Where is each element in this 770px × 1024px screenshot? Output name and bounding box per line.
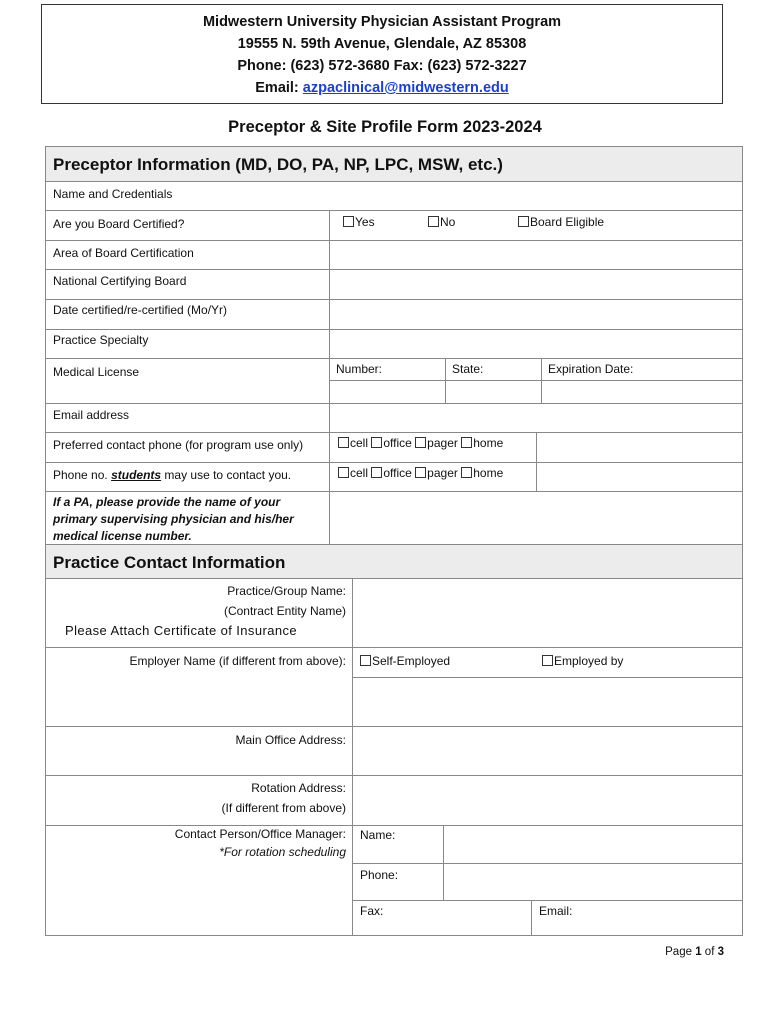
student-phone-label: Phone no. students may use to contact you. (53, 468, 292, 482)
preferred-cell-checkbox[interactable] (338, 437, 349, 448)
preferred-phone-options: cell office pager home (338, 436, 503, 450)
board-area-field[interactable] (330, 241, 742, 268)
license-expiration-field[interactable] (542, 381, 742, 402)
contact-phone-field[interactable] (444, 864, 742, 899)
contact-fax-field[interactable] (353, 918, 530, 935)
board-certified-label: Are you Board Certified? (53, 217, 185, 231)
student-home-checkbox[interactable] (461, 467, 472, 478)
national-board-field[interactable] (330, 270, 742, 298)
national-board-label: National Certifying Board (53, 274, 187, 288)
email-link[interactable]: azpaclinical@midwestern.edu (302, 80, 509, 96)
program-phone-fax: Phone: (623) 572-3680 Fax: (623) 572-3227 (237, 58, 527, 74)
pa-supervisor-field[interactable] (330, 492, 742, 544)
program-address: 19555 N. 59th Avenue, Glendale, AZ 85308 (237, 36, 527, 52)
form-title: Preceptor & Site Profile Form 2023-2024 (228, 118, 542, 136)
board-no-option[interactable]: No (428, 215, 455, 229)
main-office-field[interactable] (353, 727, 742, 774)
contract-entity-label: (Contract Entity Name) (223, 604, 346, 618)
name-credentials-label: Name and Credentials (53, 187, 173, 201)
rotation-address-label: Rotation Address: (251, 781, 346, 795)
date-certified-field[interactable] (330, 300, 742, 328)
license-state-label: State: (452, 362, 484, 376)
program-name: Midwestern University Physician Assistant Program (202, 14, 562, 30)
insurance-note: Please Attach Certificate of Insurance (65, 623, 297, 638)
board-yes-option[interactable]: Yes (343, 215, 375, 229)
pa-supervisor-label: If a PA, please provide the name of your primary supervising physician and his/her medical license number. (53, 495, 294, 543)
license-number-label: Number: (336, 362, 383, 376)
group-name-field[interactable] (353, 579, 742, 646)
license-expiration-label: Expiration Date: (548, 362, 634, 376)
self-employed-checkbox[interactable] (360, 655, 371, 666)
student-phone-field[interactable] (537, 463, 742, 490)
contact-email-label: Email: (539, 904, 573, 918)
date-certified-label: Date certified/re-certified (Mo/Yr) (53, 303, 228, 317)
rotation-address-note: (If different from above) (221, 801, 346, 815)
employed-by-option[interactable]: Employed by (542, 654, 623, 668)
employed-by-checkbox[interactable] (542, 655, 553, 666)
preferred-pager-checkbox[interactable] (415, 437, 426, 448)
preferred-phone-label: Preferred contact phone (for program use only) (53, 438, 304, 452)
no-checkbox[interactable] (428, 216, 439, 227)
main-office-label: Main Office Address: (235, 733, 346, 747)
name-credentials-field[interactable] (330, 182, 742, 209)
license-state-field[interactable] (446, 381, 540, 402)
contact-name-label: Name: (360, 828, 396, 842)
program-email-line (42, 77, 722, 99)
employer-name-field[interactable] (353, 678, 742, 725)
contact-phone-label: Phone: (360, 868, 399, 882)
medical-license-label: Medical License (53, 365, 140, 379)
student-pager-checkbox[interactable] (415, 467, 426, 478)
contact-name-field[interactable] (444, 826, 742, 862)
contact-person-label: Contact Person/Office Manager: (174, 827, 346, 841)
preferred-phone-field[interactable] (537, 433, 742, 461)
student-cell-checkbox[interactable] (338, 467, 349, 478)
preferred-office-checkbox[interactable] (371, 437, 382, 448)
student-office-checkbox[interactable] (371, 467, 382, 478)
email-address-field[interactable] (330, 404, 742, 431)
practice-section-heading: Practice Contact Information (45, 544, 743, 579)
board-area-label: Area of Board Certification (53, 246, 194, 260)
email-label: Email: (255, 80, 303, 96)
contact-person-note: *For rotation scheduling (219, 845, 346, 859)
self-employed-option[interactable]: Self-Employed (360, 654, 450, 668)
practice-specialty-field[interactable] (330, 330, 742, 357)
rotation-address-field[interactable] (353, 776, 742, 824)
yes-checkbox[interactable] (343, 216, 354, 227)
student-phone-options: cell office pager home (338, 466, 503, 480)
practice-specialty-label: Practice Specialty (53, 333, 149, 347)
preferred-home-checkbox[interactable] (461, 437, 472, 448)
page-indicator: Page 1 of 3 (665, 946, 724, 958)
eligible-checkbox[interactable] (518, 216, 529, 227)
license-number-field[interactable] (330, 381, 444, 402)
board-eligible-option[interactable]: Board Eligible (518, 215, 604, 229)
contact-email-field[interactable] (532, 918, 742, 935)
contact-fax-label: Fax: (360, 904, 384, 918)
employer-label: Employer Name (if different from above): (129, 654, 346, 668)
preceptor-section-heading: Preceptor Information (MD, DO, PA, NP, LPC, MSW, etc.) (45, 146, 743, 182)
email-address-label: Email address (53, 408, 130, 422)
group-name-label: Practice/Group Name: (227, 584, 346, 598)
program-header (41, 4, 723, 104)
